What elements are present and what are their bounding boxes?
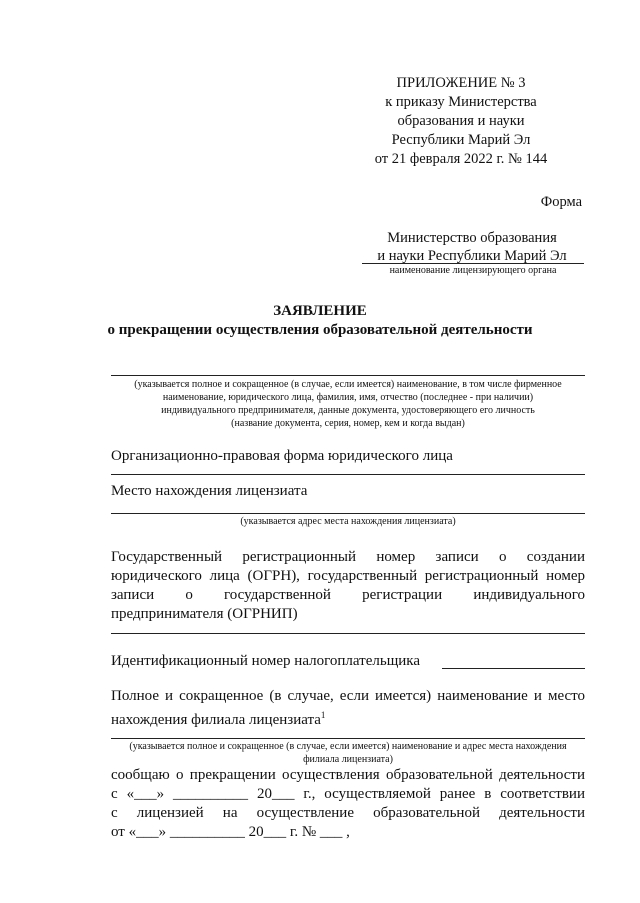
branch-line-1: Полное и сокращенное (в случае, если имеется) наименование и место — [111, 688, 585, 704]
ministry-caption: наименование лицензирующего органа — [389, 265, 557, 276]
appendix-number: ПРИЛОЖЕНИЕ № 3 — [396, 75, 526, 91]
registration-line-1: Государственный регистрационный номер записи о создании — [111, 549, 585, 565]
registration-line-4: предпринимателя (ОГРНИП) — [111, 606, 298, 622]
location-caption: (указывается адрес места нахождения лицензиата) — [240, 516, 456, 527]
notice-text — [111, 766, 585, 842]
applicant-name-field[interactable] — [111, 375, 585, 376]
notice-line-1: сообщаю о прекращении осуществления образовательной деятельности — [111, 767, 585, 783]
notice-line-2: с «___» __________ 20___ г., осуществляемой ранее в соответствии — [111, 786, 585, 802]
appendix-header — [341, 74, 581, 169]
footnote-mark: 1 — [320, 710, 326, 720]
branch-caption-line-2: филиала лицензиата) — [303, 754, 393, 765]
registration-line-2: юридического лица (ОГРН), государственный регистрационный номер — [111, 568, 585, 584]
legal-form-label: Организационно-правовая форма юридического лица — [111, 448, 453, 464]
branch-field[interactable] — [111, 738, 585, 739]
form-label: Форма — [540, 194, 582, 210]
applicant-caption-line-4: (название документа, серия, номер, кем и когда выдан) — [231, 418, 465, 429]
ministry-underline — [362, 263, 584, 264]
applicant-caption-line-3: индивидуального предпринимателя, данные документа, удостоверяющего его личность — [161, 405, 535, 416]
document-title — [0, 302, 640, 340]
inn-field[interactable] — [442, 668, 585, 669]
notice-line-3: с лицензией на осуществление образовательной деятельности — [111, 805, 585, 821]
branch-caption-line-1: (указывается полное и сокращенное (в случае, если имеется) наименование и адрес места нахождения — [129, 741, 567, 752]
applicant-caption — [100, 378, 596, 430]
title-sub: о прекращении осуществления образовательной деятельности — [107, 322, 533, 338]
appendix-order-ref: к приказу Министерства — [385, 94, 537, 110]
applicant-caption-line-2: наименование, юридического лица, фамилия, имя, отчество (последнее - при наличии) — [162, 392, 534, 403]
title-main: ЗАЯВЛЕНИЕ — [273, 303, 367, 319]
ministry-line-1: Министерство образования — [387, 230, 557, 246]
appendix-ministry: образования и науки — [397, 113, 525, 129]
branch-line-2: нахождения филиала лицензиата — [111, 712, 321, 728]
registration-field[interactable] — [111, 633, 585, 634]
appendix-date: от 21 февраля 2022 г. № 144 — [374, 151, 548, 167]
inn-label: Идентификационный номер налогоплательщика — [111, 653, 421, 669]
ministry-name — [362, 229, 582, 265]
branch-caption — [100, 740, 596, 766]
legal-form-field[interactable] — [111, 474, 585, 475]
notice-line-4: от «___» __________ 20___ г. № ___ , — [111, 824, 350, 840]
branch-label — [111, 687, 585, 730]
ministry-line-2: и науки Республики Марий Эл — [377, 248, 567, 264]
registration-label — [111, 548, 585, 624]
appendix-republic: Республики Марий Эл — [391, 132, 531, 148]
registration-line-3: записи о государственной регистрации индивидуального — [111, 587, 585, 603]
applicant-caption-line-1: (указывается полное и сокращенное (в случае, если имеется) наименование, в том числе фирменное — [134, 379, 562, 390]
location-field[interactable] — [111, 513, 585, 514]
location-label: Место нахождения лицензиата — [111, 483, 308, 499]
